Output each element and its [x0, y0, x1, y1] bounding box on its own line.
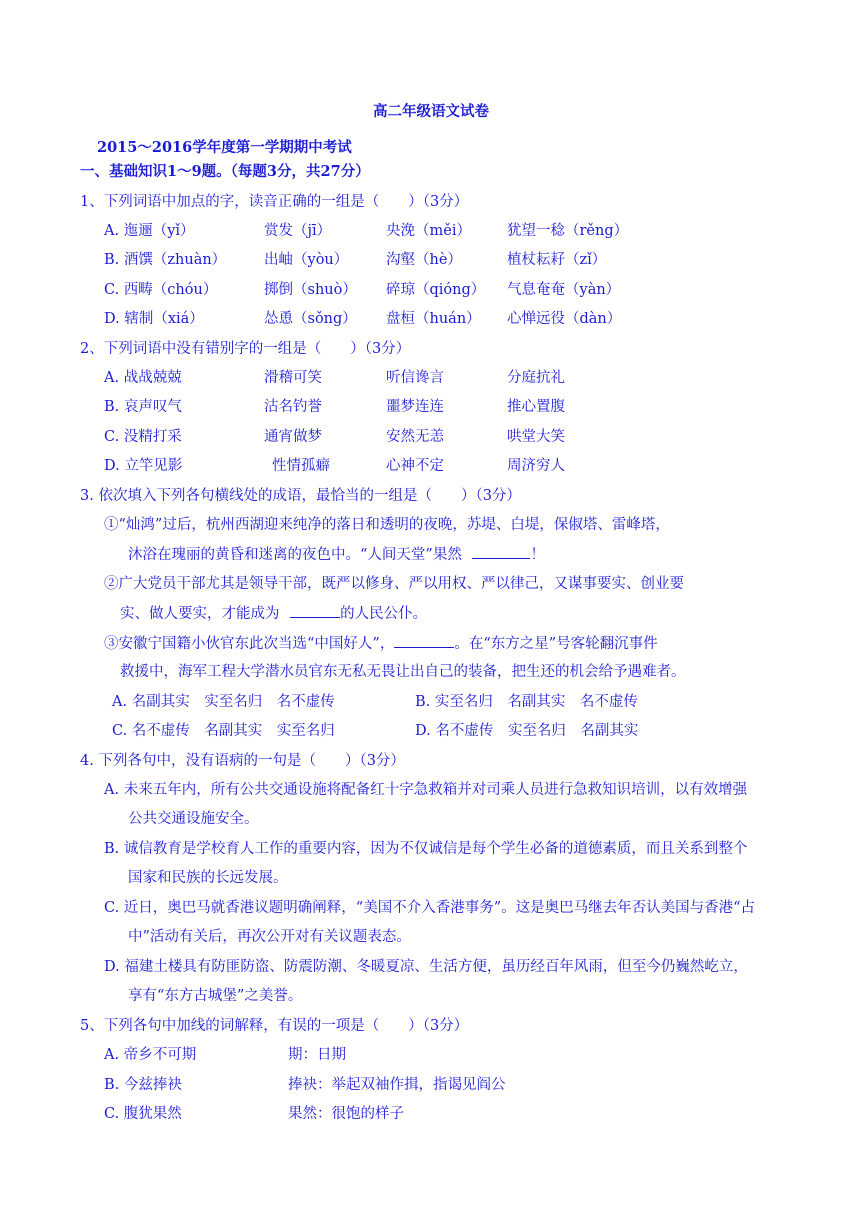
q2-row-d-col2: 性情孤癖 — [272, 458, 330, 474]
q3-stem: 3. 依次填入下列各句横线处的成语，最恰当的一组是（ ）（3分） — [80, 488, 521, 504]
q4-option-c-line2: 中”活动有关后，再次公开对有关议题表态。 — [128, 929, 411, 945]
q2-row-a-col2: 滑稽可笑 — [264, 370, 322, 386]
q3-sentence1-text: 沐浴在瑰丽的黄昏和迷离的夜色中。“人间天堂”果然 — [128, 547, 462, 563]
q1-row-d-col2: 怂恿（sǒng） — [264, 311, 357, 327]
answer-blank[interactable] — [394, 633, 454, 648]
q5-row-c-phrase: C. 腹犹果然 — [104, 1106, 182, 1122]
q3-option-b: B. 实至名归 名副其实 名不虚传 — [415, 694, 638, 710]
q4-option-d-line1: D. 福建土楼具有防匪防盗、防震防潮、冬暖夏凉、生活方便，虽历经百年风雨，但至今仍巍然屹立， — [104, 959, 748, 975]
q1-row-c-col3: 碎琼（qióng） — [386, 282, 486, 298]
q5-row-a-phrase: A. 帝乡不可期 — [104, 1047, 197, 1063]
q2-row-c-col4: 哄堂大笑 — [507, 429, 565, 445]
q3-sentence2-end: 的人民公仆。 — [340, 606, 428, 622]
q1-row-b-col1: B. 酒馔（zhuàn） — [104, 252, 227, 268]
q5-row-b-explanation: 捧袂：举起双袖作揖，指谒见阎公 — [288, 1077, 506, 1093]
q1-row-b-col3: 沟壑（hè） — [386, 252, 462, 268]
q2-row-b-col2: 沽名钓誉 — [264, 399, 322, 415]
q1-row-d-col4: 心惮远役（dàn） — [507, 311, 622, 327]
q2-row-d-col1: D. 立竿见影 — [104, 458, 183, 474]
q2-row-d-col4: 周济穷人 — [507, 458, 565, 474]
q3-option-c: C. 名不虚传 名副其实 实至名归 — [112, 723, 335, 739]
q3-sentence2-text: 实、做人要实，才能成为 — [120, 606, 280, 622]
q3-sentence1-line2 — [128, 544, 545, 565]
q4-option-a-line1: A. 未来五年内，所有公共交通设施将配备红十字急救箱并对司乘人员进行急救知识培训，以有效增强 — [104, 782, 748, 798]
q2-row-a-col1: A. 战战兢兢 — [104, 370, 182, 386]
q2-row-d-col3: 心神不定 — [386, 458, 444, 474]
q2-stem: 2、下列词语中没有错别字的一组是（ ）（3分） — [80, 341, 411, 357]
answer-blank[interactable] — [472, 544, 530, 559]
q1-row-c-col1: C. 西畴（chóu） — [104, 282, 218, 298]
q2-row-b-col4: 推心置腹 — [507, 399, 565, 415]
q4-option-a-line2: 公共交通设施安全。 — [128, 811, 259, 827]
q3-sentence2-line2 — [120, 603, 427, 624]
q5-stem: 5、下列各句中加线的词解释，有误的一项是（ ）（3分） — [80, 1018, 469, 1034]
q5-row-b-phrase: B. 今兹捧袂 — [104, 1077, 182, 1093]
exam-title: 2015～2016学年度第一学期期中考试 — [97, 139, 352, 156]
q4-stem: 4. 下列各句中，没有语病的一句是（ ）（3分） — [80, 753, 405, 769]
q4-option-b-line1: B. 诚信教育是学校育人工作的重要内容，因为不仅诚信是每个学生必备的道德素质，而且关系到整个 — [104, 841, 748, 857]
q1-row-a-col3: 央浼（měi） — [386, 223, 471, 239]
q4-option-b-line2: 国家和民族的长远发展。 — [128, 870, 288, 886]
q3-sentence3-line1 — [104, 633, 658, 654]
q3-sentence3-line2: 救援中，海军工程大学潜水员官东无私无畏让出自己的装备，把生还的机会给予遇难者。 — [120, 664, 686, 680]
q1-row-a-col4: 犹望一稔（rěng） — [507, 223, 629, 239]
q2-row-c-col3: 安然无恙 — [386, 429, 444, 445]
q2-row-c-col1: C. 没精打采 — [104, 429, 182, 445]
q3-sentence3-end: 。在“东方之星”号客轮翻沉事件 — [454, 636, 658, 652]
q4-option-c-line1: C. 近日，奥巴马就香港议题明确阐释，“美国不介入香港事务”。这是奥巴马继去年否认美国与香港“占 — [104, 900, 756, 916]
q1-stem: 1、下列词语中加点的字，读音正确的一组是（ ）（3分） — [80, 194, 469, 210]
q2-row-b-col3: 噩梦连连 — [386, 399, 444, 415]
q2-row-b-col1: B. 哀声叹气 — [104, 399, 182, 415]
q3-sentence1-end: ！ — [530, 547, 545, 563]
q3-sentence2-line1: ②广大党员干部尤其是领导干部，既严以修身、严以用权、严以律己，又谋事要实、创业要 — [104, 576, 684, 592]
q2-row-a-col3: 听信谗言 — [386, 370, 444, 386]
paper-title: 高二年级语文试卷 — [373, 103, 489, 120]
q3-sentence3-text: ③安徽宁国籍小伙官东此次当选“中国好人”， — [104, 636, 395, 652]
q5-row-c-explanation: 果然：很饱的样子 — [288, 1106, 404, 1122]
q1-row-a-col1: A. 迤逦（yǐ） — [104, 223, 195, 239]
q1-row-c-col4: 气息奄奄（yàn） — [507, 282, 621, 298]
q1-row-d-col3: 盘桓（huán） — [386, 311, 481, 327]
q2-row-c-col2: 通宵做梦 — [264, 429, 322, 445]
q1-row-a-col2: 赏发（jī） — [264, 223, 332, 239]
q5-row-a-explanation: 期：日期 — [288, 1047, 346, 1063]
q1-row-b-col4: 植杖耘耔（zǐ） — [507, 252, 607, 268]
answer-blank[interactable] — [290, 603, 340, 618]
q1-row-b-col2: 出岫（yòu） — [264, 252, 349, 268]
q4-option-d-line2: 享有“东方古城堡”之美誉。 — [128, 988, 303, 1004]
section-heading: 一、基础知识1～9题。（每题3分，共27分） — [80, 163, 370, 180]
q1-row-d-col1: D. 辖制（xiá） — [104, 311, 204, 327]
q2-row-a-col4: 分庭抗礼 — [507, 370, 565, 386]
q3-option-a: A. 名副其实 实至名归 名不虚传 — [112, 694, 335, 710]
q1-row-c-col2: 掷倒（shuò） — [264, 282, 357, 298]
q3-option-d: D. 名不虚传 实至名归 名副其实 — [415, 723, 639, 739]
q3-sentence1-line1: ①“灿鸿”过后，杭州西湖迎来纯净的落日和透明的夜晚，苏堤、白堤，保俶塔、雷峰塔， — [104, 517, 670, 533]
